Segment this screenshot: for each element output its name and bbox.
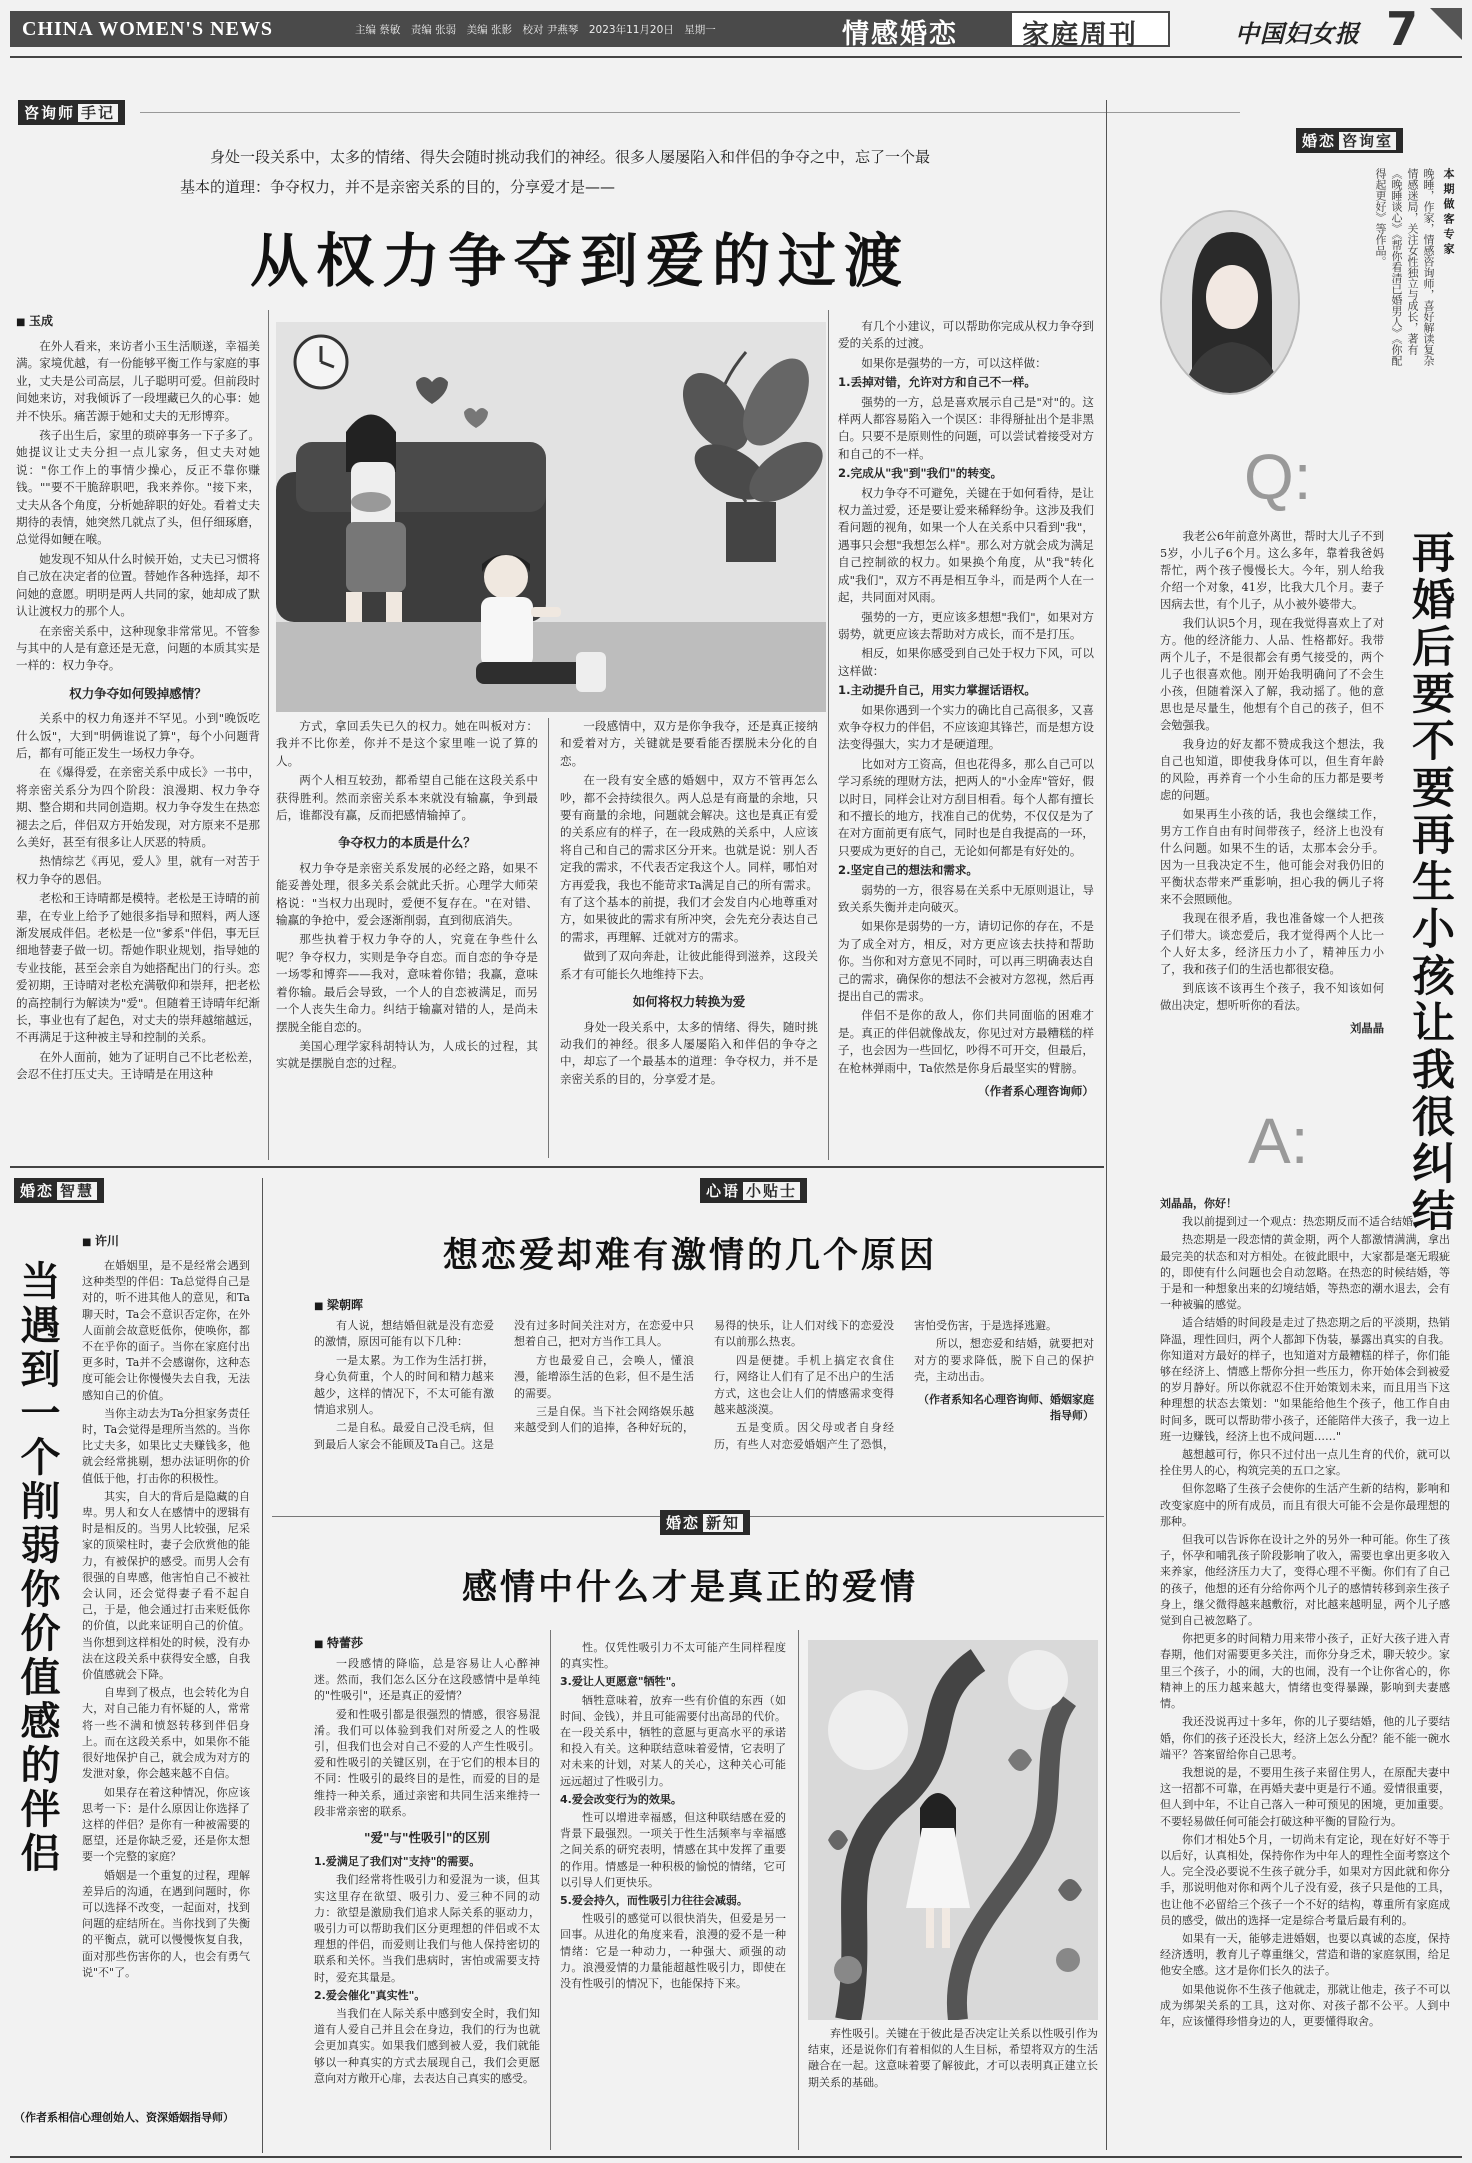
subheading: "爱"与"性吸引"的区别 [363, 1830, 491, 1846]
paragraph: 自卑到了极点，也会转化为自大，对自己能力有怀疑的人，常常将一些不满和愤怒转移到伴侣身上。而在这段关系中，如果你不能很好地保护自己，就会成为对方的发泄对象，你会越来越不自信。 [82, 1686, 250, 1781]
paragraph: 如果存在着这种情况，你应该思考一下：是什么原因让你选择了这样的伴侣？是你有一种被需要的愿望，还是你缺乏爱，还是你太想要一个完整的家庭？ [82, 1785, 250, 1864]
article1-title: 从权力争夺到爱的过渡 [249, 227, 910, 295]
paragraph: 她发现不知从什么时候开始，丈夫已习惯将自己放在决定者的位置。替她作各种选择，却不问她的意愿。明明是两人共同的家，她却成了默认让渡权力的那个人。 [16, 551, 260, 619]
paragraph: 婚姻是一个重复的过程，理解差异后的沟通，在遇到问题时，你可以选择不改变，一起面对，找到问题的症结所在。当你找到了失衡的平衡点，就可以慢慢恢复自我，面对那些伤害你的人，也会有勇气说"不"了。 [82, 1868, 250, 1979]
love-byline: ■ 特蕾莎 [314, 1634, 363, 1651]
tip-heading: 3.爱让人更愿意"牺牲"。 [560, 1675, 683, 1689]
advice-title: 再婚后要不要再生小孩让我很纠结 [1405, 530, 1455, 1235]
paragraph: 如果他说你不生孩子他就走，那就让他走，孩子不可以成为绑架关系的工具，这对你、对孩子都不公平。人到中年，应该懂得珍惜身边的人，更要懂得取舍。 [1160, 1982, 1450, 2028]
column-rule [1106, 100, 1107, 2150]
column-rule [548, 718, 549, 1158]
couple-illustration [276, 322, 826, 712]
tip-heading: 2.完成从"我"到"我们"的转变。 [838, 466, 1003, 481]
paragraph: 在一段有安全感的婚姻中，双方不管再怎么吵，都不会持续很久。两人总是有商量的余地，只要有商量的余地，问题就会解决。这也是真正有爱的关系应有的样子，在一段成熟的关系中，人应该将自己和自己的需求区分开来。也就是说：别人否定我的需求，不代表否定我这个人。同样，哪怕对方再爱我，我也不能苛求Ta满足自己的所有需求。有了这个基本的前提，我们才会发自内心地尊重对方，如果彼此的需求有所冲突，会先充分表达自己的需求，再理解、迁就对方的需求。 [560, 773, 818, 944]
paragraph: 但你忽略了生孩子会使你的生活产生新的结构，影响和改变家庭中的所有成员，而且有很大可能不会是你最理想的那种。 [1160, 1482, 1450, 1528]
tip-heading: 4.爱会改变行为的效果。 [560, 1792, 682, 1806]
paragraph: 四是便捷。手机上搞定衣食住行，网络让人们有了足不出户的生活方式，这也会让人们的情感需求变得越来越淡漠。 [714, 1353, 894, 1417]
paragraph: 孩子出生后，家里的琐碎事务一下子多了。她提议让丈夫分担一点儿家务，但丈夫对她说："你工作上的事情少操心，反正不靠你赚钱。""要不干脆辞职吧，我来养你。"接下来，丈夫从各个角度，分析她辞职的好处。看着丈夫期待的表情，她突然几就点了头，但仔细琢磨，总觉得如鲠在喉。 [16, 428, 260, 547]
q-mark: Q: [1244, 441, 1312, 513]
paper-name-en: CHINA WOMEN'S NEWS [22, 18, 274, 40]
paragraph: 但我可以告诉你在设计之外的另外一种可能。你生了孩子，怀孕和哺乳孩子阶段影响了收入，需要也拿出更多收入来养家，他经济压力大了，变得心理不平衡。你们有了自己的孩子，他想的还有分给你两个儿子的感情转移到亲生孩子身上，继父微得越来越敷衍，对比越来越明显，两个儿子感觉到自己被忽略了。 [1160, 1533, 1450, 1628]
subheading: 争夺权力的本质是什么？ [338, 835, 476, 851]
greeting: 刘晶晶，你好！ [1160, 1197, 1237, 1210]
sidebar-title: 当遇到一个削弱你价值感的伴侣 [14, 1260, 60, 1876]
sidebar-note: （作者系相信心理创始人、资深婚姻指导师） [14, 2111, 234, 2124]
paragraph: 弱势的一方，很容易在关系中无原则退让，导致关系失衡并走向破灭。 [838, 882, 1094, 914]
paragraph: 我以前提到过一个观点：热恋期反而不适合结婚。 [1182, 1215, 1424, 1229]
paragraph: 强势的一方，更应该多想想"我们"，如果对方弱势，就更应该去帮助对方成长，而不是打压。 [838, 609, 1094, 641]
paragraph: 如果有一天，能够走进婚姻，也要以真诚的态度，保持经济透明，教育儿子尊重继父，营造和谐的家庭氛围，给足他安全感。这才是你们长久的法子。 [1160, 1931, 1450, 1978]
paragraph: 做到了双向奔赴，让彼此能得到滋养，这段关系才有可能长久地维持下去。 [560, 949, 818, 981]
article1-col4 [838, 318, 1094, 1102]
paragraph: 在婚姻里，是不是经常会遇到这种类型的伴侣：Ta总觉得自己是对的，听不进其他人的意见，和Ta聊天时，Ta会不意识否定你，在外人面前会故意贬低你，使唤你，都不在乎你的面子。当你在家庭付出更多时，Ta并不会感谢你，这种态度可能会让你慢慢失去自我，无法感知自己的价值。 [82, 1259, 250, 1402]
column-rule [262, 1178, 263, 2153]
section-rule [10, 1166, 1104, 1168]
expert-info: 本期做客专家 [1442, 168, 1455, 258]
paragraph: 我现在很矛盾，我也准备嫁一个人把孩子们带大。谈恋爱后，我才觉得两个人比一个人好太多，经济压力小了，精神压力小了，我和孩子们的生活也都很安稳。 [1160, 912, 1384, 976]
subheading: 如何将权力转换为爱 [632, 994, 746, 1010]
column-rule [268, 310, 269, 1160]
sidebar-byline: ■ 许川 [82, 1232, 119, 1249]
article1-byline: ■ 玉成 [16, 312, 53, 329]
paragraph: 越想越可行，你只不过付出一点儿生育的代价，就可以拴住男人的心，构筑完美的五口之家。 [1160, 1448, 1450, 1478]
article1-col2 [276, 718, 538, 1075]
advice-answer [1160, 1194, 1450, 2032]
paragraph: 五是变质。因父母或者自身经历，有些人对恋爱婚姻产生了恐惧，害怕受伤害，于是选择逃避。 [714, 1319, 1057, 1451]
subheading: 权力争夺如何毁掉感情？ [69, 685, 207, 701]
column-rule [550, 1630, 551, 2150]
tag-label-alt: 手记 [77, 103, 119, 123]
paragraph: 二是自私。最爱自己没毛病，但到最后人家会不能顾及Ta自己。这是没有过多时间关注对方，在恋爱中只想着自己，把对方当作工具人。 [314, 1319, 694, 1451]
love-tag [660, 1510, 750, 1535]
paragraph: 所以，想恋爱和结婚，就要把对对方的要求降低，脱下自己的保护壳，主动出击。 [914, 1337, 1094, 1384]
paragraph: 我身边的好友都不赞成我这个想法，我自己也知道，即使我身体可以，但生育年龄的风险，再养育一个小生命的压力都是要考虑的问题。 [1160, 738, 1384, 802]
tips-tag [700, 1178, 807, 1203]
masthead-rule [10, 56, 1462, 58]
paragraph: 比如对方工资高，但也花得多，那么自己可以学习系统的理财方法，把两人的"小金库"管好，假以时日，同样会让对方刮目相看。每个人都有擅长和不擅长的地方，找准自己的优势，不仅仅是为了在对方面前更有底气，同时也是自我提高的一环，只要成为更好的自己，无论如何都是有好处的。 [838, 756, 1094, 858]
article1-col3 [560, 718, 818, 1090]
tag-label-alt: 咨询室 [1338, 131, 1397, 151]
paragraph: 其实，自大的背后是隐藏的自卑。男人和女人在感情中的逻辑有时是相反的。当男人比较强，尼采家的顶梁柱时，妻子会欣赏他的能力，有被保护的感受。而男人会有很强的自卑感，他害怕自己不被社会认同，还会觉得妻子看不起自己，于是，他会通过打击来贬低你的价值，以此来证明自己的价值。当你想到这样相处的时候，没有办法在这段关系中获得安全感，自我价值感就会下降。 [82, 1489, 250, 1682]
paragraph: 关系中的权力角逐并不罕见。小到"晚饭吃什么饭"，大到"明俩谁说了算"，每个小问题背后，都有可能正发生一场权力争夺。 [16, 711, 260, 760]
love-title: 感情中什么才是真正的爱情 [461, 1568, 918, 1608]
paragraph: 到底该不该再生个孩子，我不知该如何做出决定，想听听你的看法。 [1160, 982, 1384, 1012]
column-rule [798, 1630, 799, 2150]
paragraph: 性可以增进幸福感，但这种联结感在爱的背景下最强烈。一项关于性生活频率与幸福感之间关系的研究表明，情感在其中发挥了重要的作用。情感是一种积极的愉悦的情绪，它可以引导人们更快乐。 [560, 1811, 786, 1889]
article1-illustration [276, 322, 826, 712]
tips-byline: ■ 梁朝晖 [314, 1296, 363, 1313]
tips-title: 想恋爱却难有激情的几个原因 [442, 1236, 937, 1276]
tag-label-alt: 新知 [702, 1513, 744, 1533]
page-corner-icon [1430, 8, 1462, 40]
article1-col1 [16, 338, 260, 1086]
love-illustration [808, 1640, 1098, 2020]
paragraph: 当我们在人际关系中感到安全时，我们知道有人爱自己并且会在身边，我们的行为也就会更加真实。如果我们感到被人爱，我们就能够以一种真实的方式去展现自己，我们会更愿意向对方敞开心扉，去表达自己真实的感受。 [314, 2007, 540, 2085]
author-note: （作者系心理咨询师） [978, 1084, 1094, 1099]
article1-tag [18, 100, 125, 125]
paragraph: 性。仅凭性吸引力不太可能产生同样程度的真实性。 [560, 1641, 786, 1671]
masthead [10, 2, 1462, 56]
sidebar-tag [14, 1178, 104, 1203]
paragraph: 美国心理学家科胡特认为，人成长的过程，其实就是摆脱自恋的过程。 [276, 1038, 538, 1071]
paragraph: 权力争夺不可避免，关键在于如何看待，是让权力盖过爱，还是要让爱来稀释纷争。这涉及我们看问题的视角，如果一个人在关系中只看到"我"，遇事只会想"我想怎么样"。那么对方就会成为满足自己控制欲的权力。如果换个角度，从"我"转化成"我们"，双方不再是相互争斗，而是两个人在一起，共同面对风雨。 [838, 485, 1094, 605]
masthead-credits: 主编 蔡敏 责编 张弱 美编 张影 校对 尹燕琴 2023年11月20日 星期一 [355, 24, 716, 36]
tip-heading: 1.丢掉对错，允许对方和自己不一样。 [838, 375, 1036, 390]
paragraph: 权力争夺是亲密关系发展的必经之路，如果不能妥善处理，很多关系会就此夭折。心理学大师荣格说："当权力出现时，爱便不复存在。"在对错、输赢的争抢中，爱会逐渐削弱，直到彻底消失。 [276, 860, 538, 928]
tip-heading: 2.爱会催化"真实性"。 [314, 1988, 426, 2002]
paragraph: 如果你遇到一个实力的确比自己高很多，又喜欢争夺权力的伴侣，不应该迎其锋芒，而是想方设法变得强大，实力才是硬道理。 [838, 702, 1094, 752]
tag-label-alt: 小贴士 [742, 1181, 801, 1201]
tag-label: 婚恋 [1302, 132, 1337, 150]
tip-heading: 1.爱满足了我们对"支持"的需要。 [314, 1855, 481, 1869]
paragraph: 我想说的是，不要用生孩子来留住男人，在原配夫妻中这一招都不可靠，在再婚夫妻中更是行不通。爱情很重要，但人到中年，不让自己落入一种可预见的困境，更加重要。不要轻易做任何可能会打破这种平衡的冒险行为。 [1160, 1765, 1450, 1828]
tag-label: 咨询师 [24, 104, 76, 122]
paper-logo-cn: 中国妇女报 [1235, 19, 1360, 48]
paragraph: 在《爆得爱，在亲密关系中成长》一书中，将亲密关系分为四个阶段：浪漫期、权力争夺期、整合期和共同创造期。权力争夺发生在热恋褪去之后，伴侣双方开始发现，对方原来不是那么美好，甚至有很多让人厌恶的特质。 [16, 765, 260, 849]
author-note: （作者系知名心理咨询师、婚姻家庭指导师） [918, 1392, 1094, 1423]
advice-question [1160, 528, 1384, 1039]
paragraph: 我老公6年前意外离世，帮时大儿子不到5岁，小儿子6个月。这么多年，靠着我爸妈帮忙，两个孩子慢慢长大。今年，别人给我介绍一个对象，41岁，比我大几个月。妻子因病去世，有个儿子，从小被外婆带大。 [1160, 530, 1384, 611]
paragraph: 强势的一方，总是喜欢展示自己是"对"的。这样两人都容易陷入一个误区：非得掰扯出个是非黑白。只要不是原则性的问题，可以尝试着接受对方和自己的不一样。 [838, 394, 1094, 461]
paragraph: 热恋期是一段恋情的黄金期，两个人都激情满满，拿出最完美的状态和对方相处。在彼此眼中，大家都是毫无瑕疵的，即使有什么问题也会自动忽略。在热恋的时候结婚，等于是和一种想象出来的幻境结婚，等热恋的潮水退去，会有一种被骗的感觉。 [1160, 1233, 1450, 1312]
tip-heading: 2.坚定自己的想法和需求。 [838, 863, 979, 878]
paragraph: 如果再生小孩的话，我也会继续工作，男方工作自由有时间带孩子，经济上也没有什么问题。如果不生的话，太那本会分手。因为一旦我决定不生，他可能会对我仍旧的平衡状态带来严重影响，担心我的俩儿子将来不会照顾他。 [1160, 808, 1384, 906]
paragraph: 有几个小建议，可以帮助你完成从权力争夺到爱的关系的过渡。 [838, 319, 1094, 351]
paragraph: 如果你是弱势的一方，请切记你的存在，不是为了成全对方，相反，对方更应该去扶持和帮助你。当你和对方意见不同时，可以再三明确表达自己的需求，确保你的想法不会被对方忽视，然后再提出自己的需求。 [838, 919, 1094, 1004]
paragraph: 身处一段关系中，太多的情绪、得失，随时挑动我们的神经。很多人屡屡陷入和伴侣的争夺之中，却忘了一个最基本的道理：争夺权力，并不是亲密关系的目的，分享爱才是。 [560, 1019, 818, 1086]
paragraph: 如果你是强势的一方，可以这样做： [861, 355, 1047, 370]
paragraph: 方式，拿回丢失已久的权力。她在叫板对方：我并不比你差，你并不是这个家里唯一说了算的人。 [276, 719, 538, 768]
paragraph: 一段感情的降临，总是容易让人心醉神迷。然而，我们怎么区分在这段感情中是单纯的"性吸引"，还是真正的爱情？ [314, 1657, 540, 1703]
paragraph: 弃性吸引。关键在于彼此是否决定让关系以性吸引作为结束，还是说你们有着相似的人生目标，希望将双方的生活融合在一起。这意味着要了解彼此，才可以表明真正建立长期关系的基础。 [808, 2027, 1098, 2089]
paragraph: 一是太累。为工作为生活打拼，身心负荷重，个人的时间和精力越来越少，这样的情况下，不太可能有激情追求别人。 [314, 1353, 494, 1417]
paragraph: 在外人看来，来访者小玉生活顺遂，幸福美满。家境优越，有一份能够平衡工作与家庭的事业，丈夫是公司高层，儿子聪明可爱。但前段时间她来访，对我倾诉了一段埋藏已久的心事：她并不快乐。痛苦源于她和丈夫的无形博弈。 [16, 339, 260, 423]
paragraph: 性吸引的感觉可以很快消失，但爱是另一回事。从进化的角度来看，浪漫的爱不是一种情绪：它是一种动力，一种强大、顽强的动力。浪漫爱情的力量能超越性吸引力，即使在没有性吸引的情况下，也能保持下来。 [560, 1912, 786, 1991]
tag-label: 婚恋 [666, 1514, 701, 1532]
love-col2 [560, 1640, 786, 1994]
paragraph: 热情综艺《再见，爱人》里，就有一对苦于权力争夺的恩侣。 [16, 854, 260, 886]
paragraph: 相反，如果你感受到自己处于权力下风，可以这样做： [838, 646, 1094, 678]
tip-heading: 5.爱会持久，而性吸引力往往会减弱。 [560, 1894, 748, 1908]
paragraph: 你们才相处5个月，一切尚未有定论，现在好好不等于以后好，认真相处，保持你作为中年人的理性全面考察这个人。完全没必要说不生孩子就分手，如果对方因此就和你分手，那说明他对你和两个儿子没有爱，孩子只是他的工具，也让他不必留给三个孩子一个不好的结构，尊重所有家庭成员的感受，做出的选择一定是综合考量后最有利的。 [1160, 1832, 1450, 1927]
asker-name: 刘晶晶 [1350, 1022, 1384, 1035]
article1-tag-rule [140, 112, 1240, 113]
paragraph: 伴侣不是你的敌人，你们共同面临的困难才是。真正的伴侣就像战友，你见过对方最糟糕的样子，也会因为一些回忆，吵得不可开交，但最后，在枪林弹雨中，Ta依然是你身后最坚实的臂膀。 [838, 1008, 1094, 1075]
bottom-rule [10, 2156, 1462, 2158]
a-mark: A: [1248, 1105, 1309, 1177]
tree-illustration [808, 1640, 1098, 2020]
paragraph: 我还没说再过十多年，你的儿子要结婚，他的儿子要结婚，你们的孩子还没长大，经济上怎么分配？能不能一碗水端平？答案留给你自己思考。 [1160, 1715, 1450, 1761]
paragraph: 适合结婚的时间段是走过了热恋期之后的平淡期，热销降温，理性回归，两个人都卸下伪装，暴露出真实的自我。你知道对方最好的样子，也知道对方最糟糕的样子，你们能够在经济上、情感上帮你分担一些压力，你开始体会到被爱的岁月静好。所以你就忍不住开始策划未来，而且用当下这种理想的状态去策划："如果能给他生个孩子，他工作自由时间多，既可以帮助带小孩子，还能陪伴大孩子，我一边上班一边赚钱，经济上也不成问题……" [1160, 1316, 1450, 1443]
love-col3 [808, 2026, 1098, 2093]
tag-label: 心语 [706, 1182, 741, 1200]
paragraph: 牺牲意味着，放弃一些有价值的东西（如时间、金钱），并且可能需要付出高昂的代价。在一段关系中，牺牲的意愿与更高水平的承诺和投入有关。这种联结意味着爱情，它表明了对未来的计划，对某人的关心，这种关心可能远远超过了性吸引力。 [560, 1693, 786, 1788]
avatar [1162, 212, 1300, 395]
paragraph: 你把更多的时间精力用来带小孩子，正好大孩子进入青春期，他们对需要更多关注，而你分身乏术，聊天较少。家里三个孩子，小的闹，大的也闹，没有一个让你省心的，你精神上的压力越来越大，情绪也变得暴躁，影响到夫妻感情。 [1160, 1632, 1450, 1711]
paragraph: 在外人面前，她为了证明自己不比老松差，会忍不住打压丈夫。王诗晴是在用这种 [16, 1049, 260, 1082]
expert-portrait [1160, 210, 1300, 395]
weekly-name: 家庭周刊 [1022, 20, 1138, 51]
tip-heading: 1.主动提升自己，用实力掌握话语权。 [838, 683, 1036, 698]
article1-lead: 身处一段关系中，太多的情绪、得失会随时挑动我们的神经。很多人屡屡陷入和伴侣的争夺之中，忘了一个最基本的道理：争夺权力，并不是亲密关系的目的，分享爱才是—— [180, 148, 931, 196]
paragraph: 两个人相互较劲，都希望自己能在这段关系中获得胜利。然而亲密关系本来就没有输赢，争到最后，谁都没有赢，反而把感情输掉了。 [276, 773, 538, 823]
paragraph: 老松和王诗晴都是模特。老松是王诗晴的前辈，在专业上给予了她很多指导和照料，两人逐渐发展成伴侣。老松是一位"爹系"伴侣，事无巨细地替妻子做一切。帮她作职业规划，指导她的专业技能，甚至会亲自为她搭配出门的行头。恋爱初期，王诗晴对老松充满敬仰和崇拜，把老松的高控制行为解读为"爱"。但随着王诗晴年纪渐长，事业也有了起色，对丈夫的崇拜越缩越远，不再满足于这种被主导和控制的关系。 [16, 891, 260, 1045]
paragraph: 在亲密关系中，这种现象非常常见。不管参与其中的人是有意还是无意，问题的本质其实是一样的：权力争夺。 [16, 623, 260, 673]
paragraph: 三是自保。当下社会网络娱乐越来越受到人们的追捧，各种好玩的，易得的快乐，让人们对线下的恋爱没有以前那么热衷。 [514, 1319, 894, 1435]
paragraph: 我们经常将性吸引力和爱混为一谈，但其实这里存在欲望、吸引力、爱三种不同的动力：欲望是激励我们追求人际关系的驱动力，吸引力可以帮助我们区分更理想的伴侣或不太理想的伴侣，而爱则让我们与他人保持密切的联系和关怀。当我们患病时，害怕或需要支持时，爱充其量是。 [314, 1873, 540, 1984]
love-col1 [314, 1656, 540, 2089]
tag-label: 婚恋 [20, 1182, 55, 1200]
sidebar-body [82, 1258, 250, 1983]
paragraph: 爱和性吸引都是很强烈的情感，很容易混淆。我们可以体验到我们对所爱之人的性吸引，但我们也会对自己不爱的人产生性吸引。爱和性吸引的关键区别，在于它们的根本目的不同：性吸引的最终目的是性，而爱的目的是维持一种关系，通过亲密和共同生活来维持一段非常亲密的联系。 [314, 1707, 540, 1818]
column-rule [828, 310, 829, 1160]
advice-tag [1296, 128, 1403, 153]
paragraph: 那些执着于权力争夺的人，究竟在争些什么呢？争夺权力，实则是争夺自恋。而自恋的争夺是一场零和博弈——我对，意味着你错；我赢，意味着你输。最后会导致，一个人的自恋被满足，而另一个人丧失生命力。纠结于输赢对错的人，是尚未摆脱全能自恋的。 [276, 932, 538, 1034]
paragraph: 我们认识5个月，现在我觉得喜欢上了对方。他的经济能力、人品、性格都好。我带两个儿子，不是很都会有勇气接受的，两个儿子也很喜欢他。刚开始我明确问了不会生小孩，但随着深入了解，我动摇了。他的意思也是尽量生，他想有个自己的孩子，但不会勉强我。 [1160, 617, 1384, 732]
page-number: 7 [1386, 2, 1419, 56]
tag-label-alt: 智慧 [56, 1181, 98, 1201]
paragraph: 有人说，想结婚但就是没有恋爱的激情，原因可能有以下几种： [314, 1319, 494, 1349]
tips-body [314, 1318, 1094, 1483]
paragraph: 当你主动去为Ta分担家务责任时，Ta会觉得是理所当然的。当你比丈夫多，如果比丈夫赚钱多，他就会经常挑剔，想办法证明你的价值低于他，打击你的积极性。 [82, 1406, 250, 1485]
section-name: 情感婚恋 [842, 19, 958, 50]
expert-desc: 晚睡，作家，情感咨询师，喜好解读复杂情感迷局，关注女性独立与成长，著有《晚睡谈心》《帮你看清已婚男人》《你配得起更好》等作品。 [1374, 168, 1435, 366]
paragraph: 一段感情中，双方是你争我夺，还是真正接纳和爱着对方，关键就是要看能否摆脱未分化的自恋。 [560, 719, 818, 768]
paragraph: 方也最爱自己，会唤人，懂浪漫，能增添生活的色彩，但不是生活的需要。 [514, 1353, 694, 1400]
